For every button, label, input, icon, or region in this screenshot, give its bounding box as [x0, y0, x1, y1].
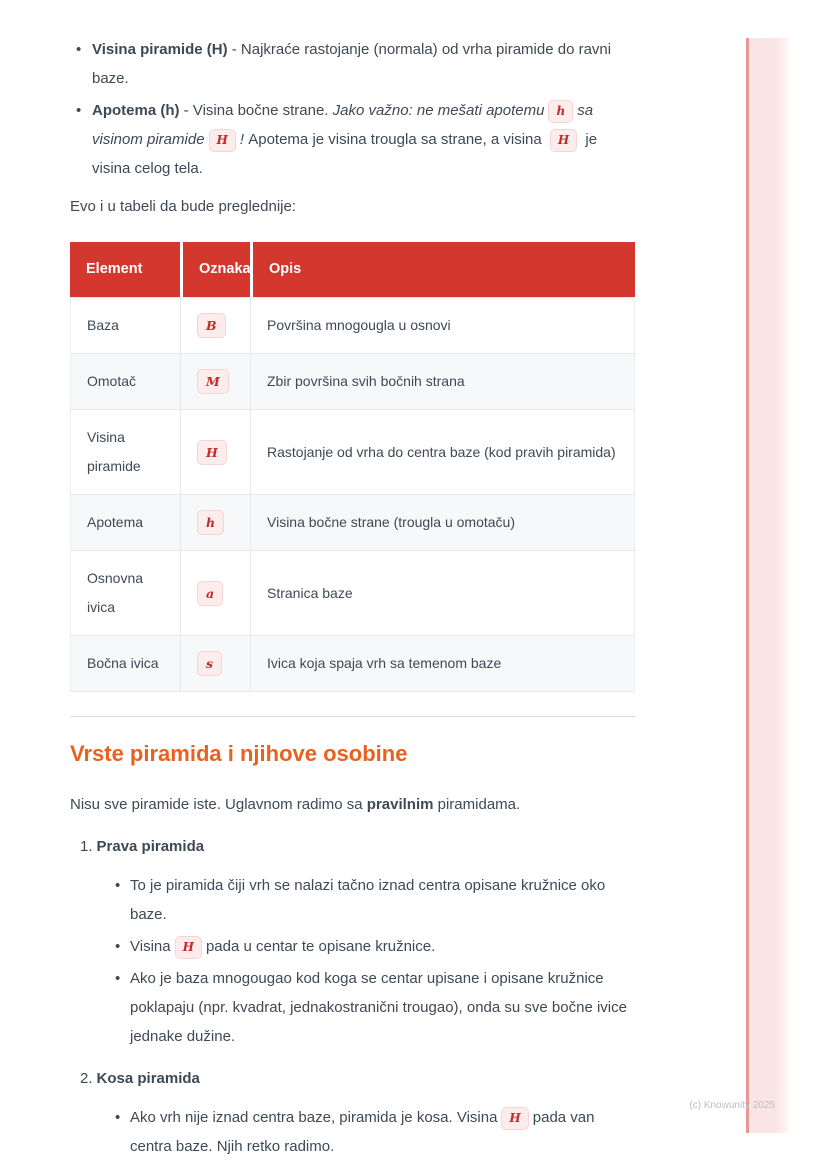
math-symbol-chip: a: [197, 581, 223, 606]
element-cell: Baza: [70, 297, 180, 353]
math-symbol-chip: H: [197, 440, 227, 465]
list-item-kosa-piramida: [70, 1064, 635, 1161]
list-item-title: Kosa piramida: [96, 1070, 200, 1087]
list-number: 2.: [80, 1070, 93, 1087]
copyright-watermark: (c) Knowunity 2025: [689, 1100, 775, 1111]
oznaka-cell: [180, 550, 250, 635]
pyramid-types-list: [70, 832, 635, 1161]
math-symbol-chip: B: [197, 313, 226, 338]
opis-cell: Visina bočne strane (trougla u omotaču): [250, 494, 635, 550]
list-item: • Visina piramide (H) - Najkraće rastojanje (normala) od vrha piramide do ravni baze.: [70, 35, 635, 93]
list-item: • Ako je baza mnogougao kod koga se centar upisane i opisane kružnice poklapaju (npr. kvadrat, jednakostranični trougao), onda su sve bočne ivice jednake dužine.: [70, 964, 635, 1051]
section-title: Vrste piramida i njihove osobine: [70, 741, 408, 766]
sub-bullet-list: [70, 1103, 635, 1161]
sub-bullet-list: [70, 871, 635, 1051]
list-item-title: Prava piramida: [96, 838, 205, 855]
table-row: [70, 635, 635, 692]
oznaka-cell: [180, 494, 250, 550]
table-header-opis: Opis: [250, 242, 635, 297]
list-item: • Ako vrh nije iznad centra baze, piramida je kosa. Visina H pada van centra baze. Njih retko radimo.: [70, 1103, 635, 1161]
pyramid-elements-table: [70, 242, 635, 692]
table-header-row: [70, 242, 635, 297]
math-symbol-chip: H: [175, 936, 202, 959]
definitions-list: [70, 35, 635, 183]
table-header-element: Element: [70, 242, 180, 297]
element-cell: Apotema: [70, 494, 180, 550]
math-symbol-chip: s: [197, 651, 222, 676]
opis-cell: Zbir površina svih bočnih strana: [250, 353, 635, 409]
table-row: [70, 409, 635, 494]
element-cell: Visina piramide: [70, 409, 180, 494]
table-row: [70, 353, 635, 409]
element-cell: Bočna ivica: [70, 635, 180, 692]
opis-cell: Stranica baze: [250, 550, 635, 635]
opis-cell: Ivica koja spaja vrh sa temenom baze: [250, 635, 635, 692]
math-symbol-chip: H: [209, 129, 236, 152]
table-row: [70, 297, 635, 353]
math-symbol-chip: M: [197, 369, 229, 394]
opis-cell: Površina mnogougla u osnovi: [250, 297, 635, 353]
section-intro-text: Nisu sve piramide iste. Uglavnom radimo sa pravilnim piramidama.: [70, 796, 521, 813]
math-symbol-chip: H: [550, 129, 577, 152]
list-item-prava-piramida: [70, 832, 635, 1051]
list-number: 1.: [80, 838, 93, 855]
oznaka-cell: [180, 353, 250, 409]
oznaka-cell: [180, 635, 250, 692]
table-header-oznaka: Oznaka: [180, 242, 250, 297]
right-margin-stripe: [746, 38, 790, 1133]
math-symbol-chip: h: [197, 510, 224, 535]
document-content: [70, 0, 635, 1161]
table-intro-text: Evo i u tabeli da bude preglednije:: [70, 198, 296, 215]
element-cell: Omotač: [70, 353, 180, 409]
math-symbol-chip: h: [548, 100, 573, 123]
oznaka-cell: [180, 409, 250, 494]
table-row: [70, 494, 635, 550]
section-divider: [70, 716, 635, 717]
list-item: • Visina H pada u centar te opisane kružnice.: [70, 932, 635, 961]
oznaka-cell: [180, 297, 250, 353]
element-cell: Osnovna ivica: [70, 550, 180, 635]
list-item: • Apotema (h) - Visina bočne strane. Jako važno: ne mešati apotemu h sa visinom piramide H ! Apotema je visina trougla sa strane, a visina H je visina celog tela.: [70, 96, 635, 183]
math-symbol-chip: H: [501, 1107, 528, 1130]
list-item: • To je piramida čiji vrh se nalazi tačno iznad centra opisane kružnice oko baze.: [70, 871, 635, 929]
table-row: [70, 550, 635, 635]
opis-cell: Rastojanje od vrha do centra baze (kod pravih piramida): [250, 409, 635, 494]
